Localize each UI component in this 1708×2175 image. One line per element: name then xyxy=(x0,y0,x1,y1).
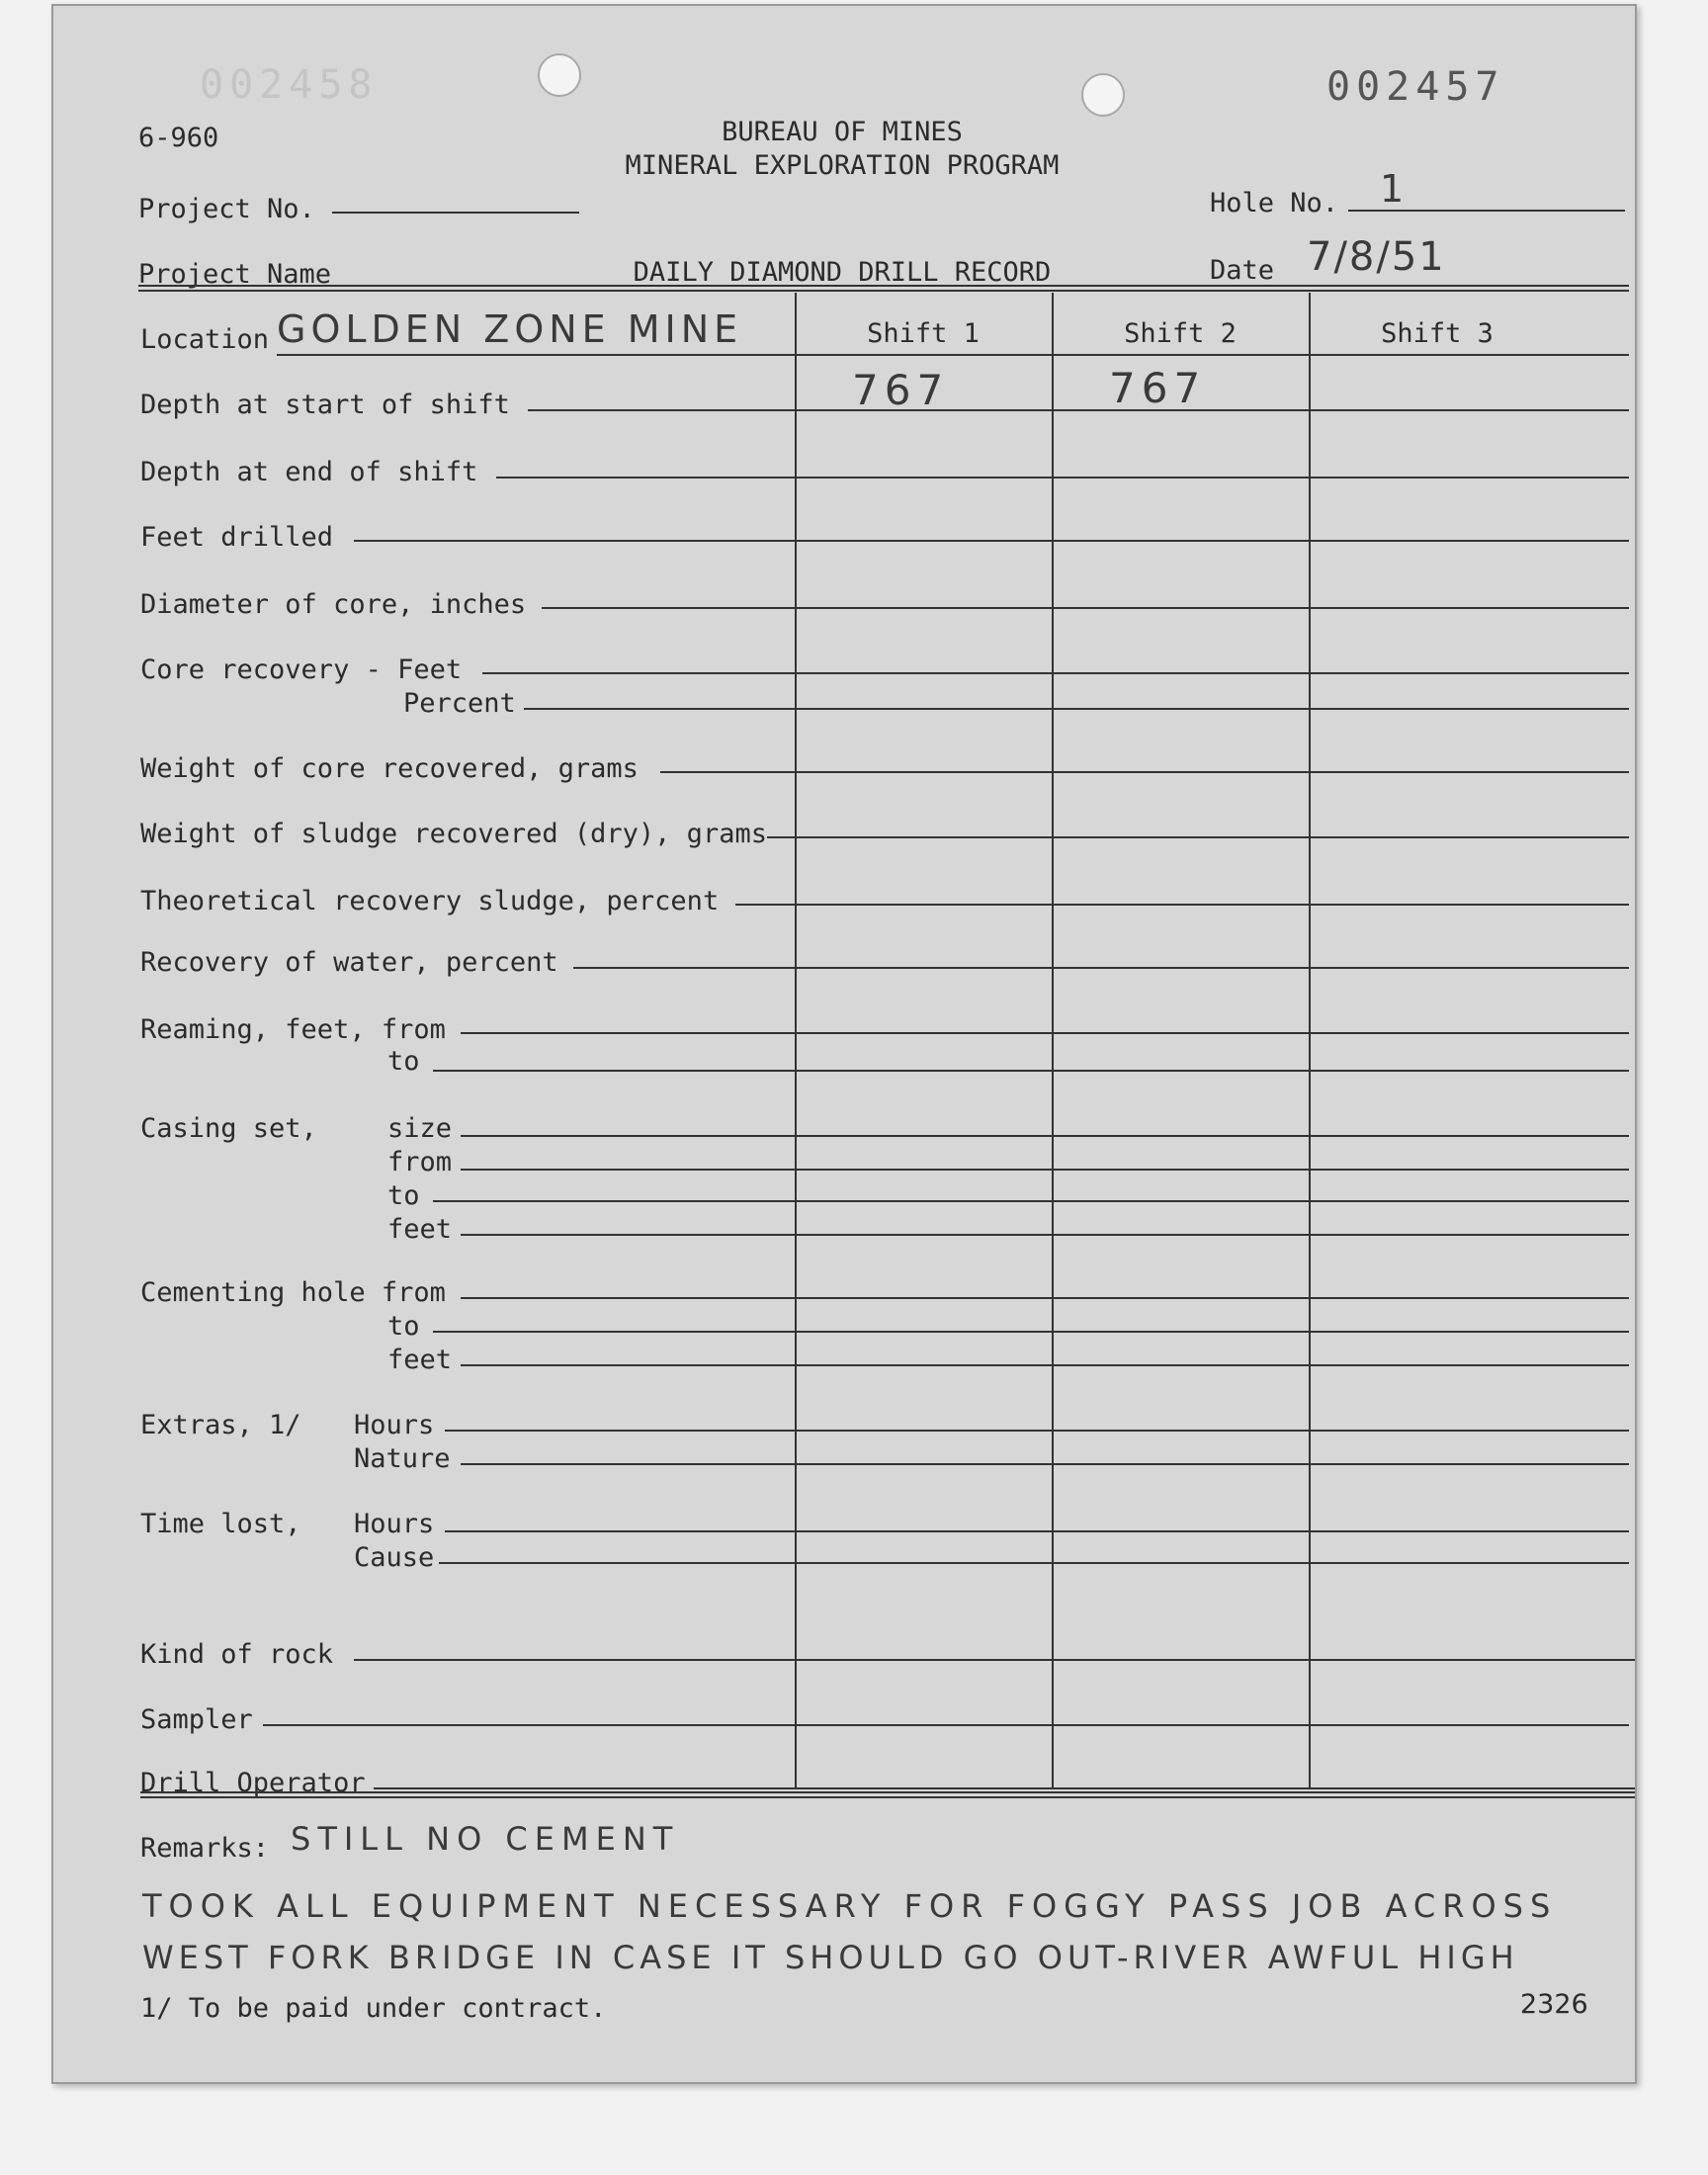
row-line-feet-drilled[interactable] xyxy=(354,540,1629,542)
project-no-field[interactable] xyxy=(332,212,579,214)
row-label-cementing-feet: feet xyxy=(387,1345,453,1375)
shift-2-depth-start: 767 xyxy=(1109,364,1207,412)
row-line-casing-from[interactable] xyxy=(461,1169,1629,1171)
row-label-time-lost-cause: Cause xyxy=(354,1542,435,1573)
row-label-cementing-to: to xyxy=(387,1311,420,1342)
remarks-label: Remarks: xyxy=(140,1833,270,1864)
location-value: GOLDEN ZONE MINE xyxy=(277,307,743,351)
row-line-casing-feet[interactable] xyxy=(461,1234,1629,1236)
row-label-reaming-to: to xyxy=(387,1046,420,1077)
row-line-operator[interactable] xyxy=(374,1787,1635,1789)
row-label-weight-sludge: Weight of sludge recovered (dry), grams xyxy=(140,819,767,849)
header-rule xyxy=(138,285,1629,292)
footnote: 1/ To be paid under contract. xyxy=(140,1993,607,2024)
shift-2-header: Shift 2 xyxy=(1124,318,1237,349)
row-line-sampler[interactable] xyxy=(263,1724,1629,1726)
row-label-casing-from: from xyxy=(387,1147,453,1177)
row-label-feet-drilled: Feet drilled xyxy=(140,522,334,553)
location-label: Location xyxy=(140,324,270,355)
row-label-depth-start: Depth at start of shift xyxy=(140,390,510,420)
row-label-extras: Extras, 1/ xyxy=(140,1410,301,1440)
row-line-depth-start[interactable] xyxy=(528,409,1629,411)
project-no-label: Project No. xyxy=(138,194,315,224)
row-line-weight-core[interactable] xyxy=(660,771,1629,773)
row-label-casing: Casing set, xyxy=(140,1113,317,1144)
record-title: DAILY DIAMOND DRILL RECORD xyxy=(633,257,1052,288)
row-line-time-lost-cause[interactable] xyxy=(439,1562,1629,1564)
row-label-casing-feet: feet xyxy=(387,1214,453,1245)
remarks-line-2: TOOK ALL EQUIPMENT NECESSARY FOR FOGGY PASS JOB ACROSS xyxy=(142,1887,1558,1925)
row-label-core-recovery: Core recovery - Feet xyxy=(140,654,463,685)
project-name-label: Project Name xyxy=(138,259,332,290)
row-label-core-recovery-percent: Percent xyxy=(403,688,516,719)
row-line-cementing-feet[interactable] xyxy=(461,1364,1629,1366)
shift-1-header: Shift 1 xyxy=(867,318,980,349)
row-label-time-lost: Time lost, xyxy=(140,1509,301,1539)
table-bottom-rule xyxy=(140,1791,1635,1798)
row-line-cementing-from[interactable] xyxy=(461,1297,1629,1299)
row-label-time-lost-hours: Hours xyxy=(354,1509,435,1539)
row-line-extras-nature[interactable] xyxy=(461,1463,1629,1465)
row-label-extras-nature: Nature xyxy=(354,1443,451,1474)
row-label-operator: Drill Operator xyxy=(140,1768,366,1798)
ghost-serial: 002458 xyxy=(200,62,379,108)
hole-no-label: Hole No. xyxy=(1210,188,1339,218)
row-label-casing-to: to xyxy=(387,1180,420,1211)
row-line-casing-to[interactable] xyxy=(433,1200,1629,1202)
punch-hole-left xyxy=(538,53,581,97)
row-line-water[interactable] xyxy=(573,967,1629,969)
row-line-casing-size[interactable] xyxy=(461,1135,1629,1137)
agency-title: BUREAU OF MINES xyxy=(722,117,963,147)
date-value: 7/8/51 xyxy=(1307,234,1446,280)
form-number: 6-960 xyxy=(138,123,219,153)
remarks-line-1: STILL NO CEMENT xyxy=(291,1820,680,1858)
row-label-weight-core: Weight of core recovered, grams xyxy=(140,753,639,784)
row-line-time-lost-hours[interactable] xyxy=(445,1530,1629,1532)
row-line-core-recovery[interactable] xyxy=(482,672,1629,674)
row-label-depth-end: Depth at end of shift xyxy=(140,457,478,487)
page-number: 2326 xyxy=(1520,1989,1588,2020)
row-label-casing-size: size xyxy=(387,1113,453,1144)
row-label-rock: Kind of rock xyxy=(140,1639,334,1670)
punch-hole-right xyxy=(1081,73,1125,117)
row-line-reaming-from[interactable] xyxy=(461,1032,1629,1034)
row-label-theoretical: Theoretical recovery sludge, percent xyxy=(140,886,720,916)
row-line-theoretical[interactable] xyxy=(735,904,1629,906)
row-label-diameter: Diameter of core, inches xyxy=(140,589,527,620)
program-title: MINERAL EXPLORATION PROGRAM xyxy=(625,150,1060,181)
form-page xyxy=(51,4,1637,2084)
row-line-diameter[interactable] xyxy=(542,607,1629,609)
row-line-core-recovery-percent[interactable] xyxy=(524,708,1629,710)
shift-3-header: Shift 3 xyxy=(1381,318,1494,349)
row-label-reaming: Reaming, feet, from xyxy=(140,1014,446,1045)
serial-number: 002457 xyxy=(1326,64,1505,110)
shift-header-rule xyxy=(277,354,1629,356)
row-line-extras-hours[interactable] xyxy=(445,1430,1629,1432)
row-line-reaming-to[interactable] xyxy=(433,1070,1629,1072)
row-line-weight-sludge[interactable] xyxy=(767,836,1629,838)
row-label-water: Recovery of water, percent xyxy=(140,947,558,978)
hole-no-value: 1 xyxy=(1380,167,1410,211)
row-label-cementing: Cementing hole from xyxy=(140,1277,446,1308)
row-line-depth-end[interactable] xyxy=(496,477,1629,478)
row-line-rock[interactable] xyxy=(354,1659,1635,1661)
row-line-cementing-to[interactable] xyxy=(433,1331,1629,1333)
row-label-extras-hours: Hours xyxy=(354,1410,435,1440)
shift-1-depth-start: 767 xyxy=(852,366,950,414)
row-label-sampler: Sampler xyxy=(140,1704,253,1735)
date-label: Date xyxy=(1210,255,1275,286)
remarks-line-3: WEST FORK BRIDGE IN CASE IT SHOULD GO OUT-RIVER AWFUL HIGH xyxy=(142,1939,1519,1976)
